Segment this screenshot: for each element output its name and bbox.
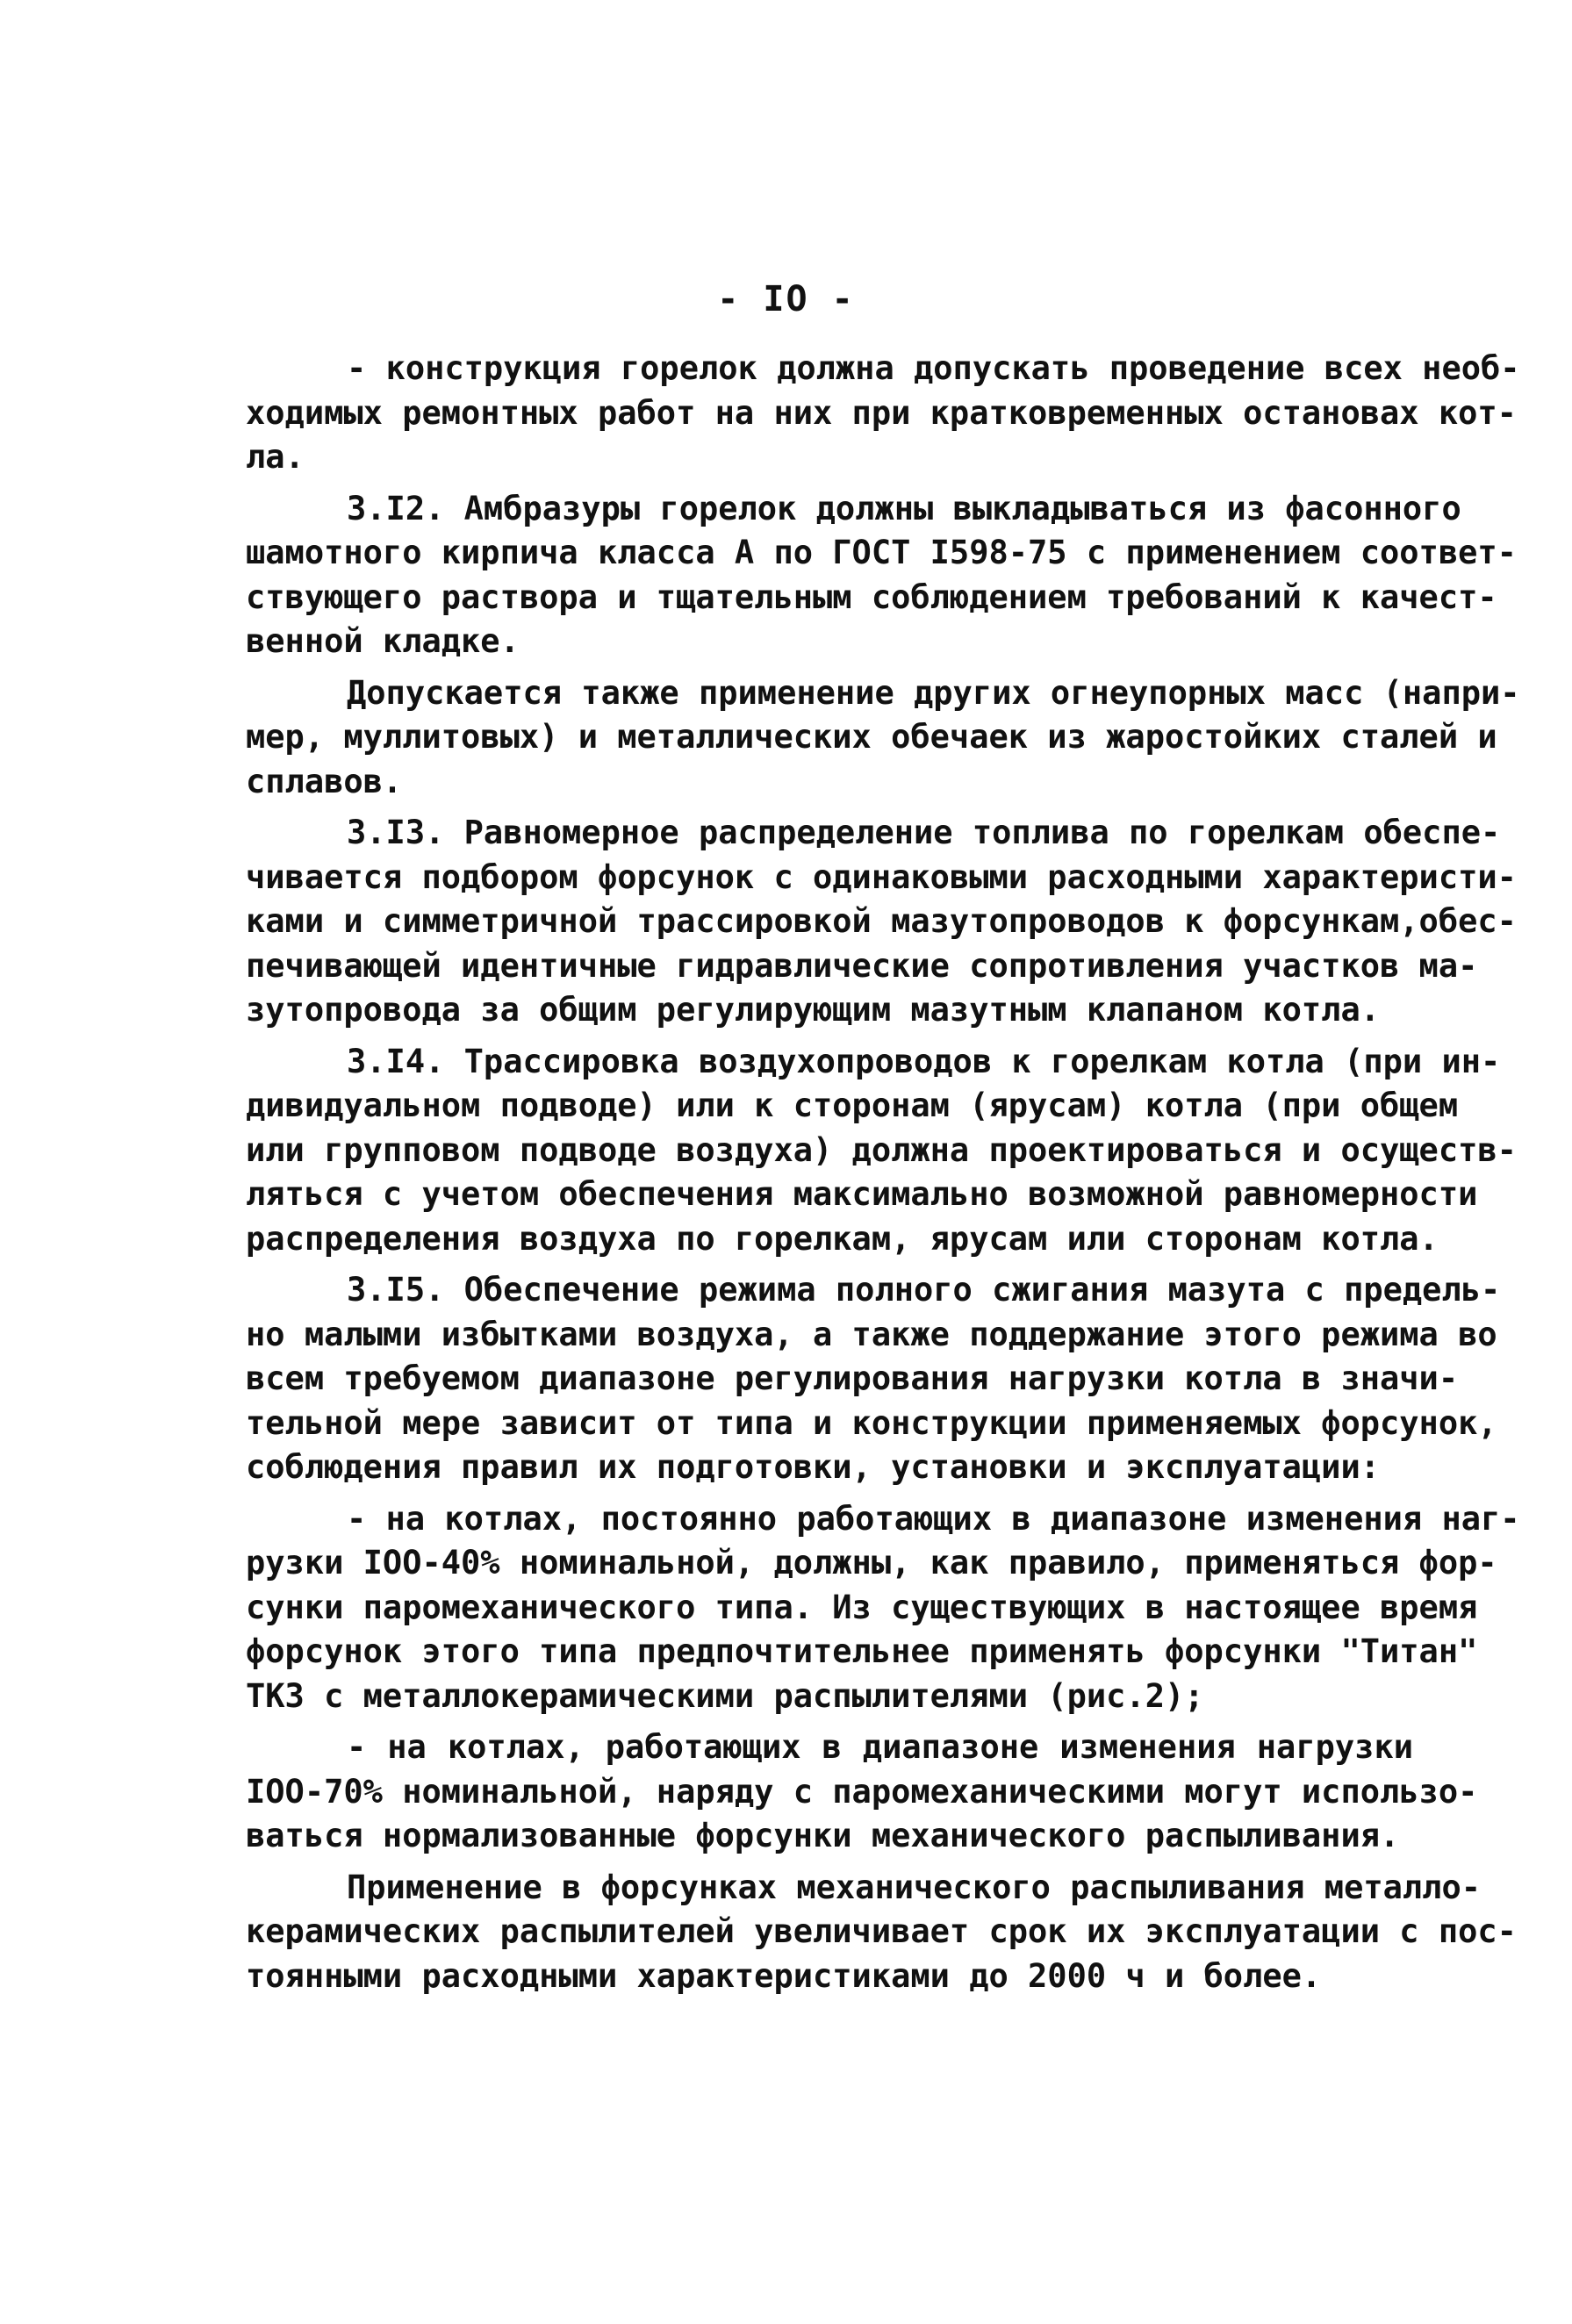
text-line: керамических распылителей увеличивает срок их эксплуатации с пос- [246,1912,1517,1950]
text-line: рузки IOO-40% номинальной, должны, как правило, применяться фор- [246,1544,1497,1582]
text-line: - на котлах, работающих в диапазоне изменения нагрузки [347,1728,1413,1766]
text-line: форсунок этого типа предпочтительнее применять форсунки "Титан" [246,1632,1478,1670]
text-line: 3.I5. Обеспечение режима полного сжигания мазута с предель- [347,1271,1501,1309]
text-line: IOO-70% номинальной, наряду с паромеханическими могут использо- [246,1772,1478,1811]
text-line: ляться с учетом обеспечения максимально возможной равномерности [246,1175,1478,1213]
paragraph-cermet-atomizers [246,1866,1517,1999]
text-line: ками и симметричной трассировкой мазутопроводов к форсункам,обес- [246,902,1517,940]
text-line: тоянными расходными характеристиками до 2000 ч и более. [246,1956,1322,1995]
text-line: 3.I4. Трассировка воздухопроводов к горелкам котла (при ин- [347,1042,1501,1080]
paragraph-bullet-100-40 [246,1497,1520,1719]
paragraph-bullet-100-70 [246,1725,1478,1859]
text-line: Применение в форсунках механического распыливания металло- [347,1868,1482,1906]
text-line: зутопровода за общим регулирующим мазутным клапаном котла. [246,991,1381,1029]
text-line: чивается подбором форсунок с одинаковыми расходными характеристи- [246,857,1517,896]
paragraph-allowed-materials [246,671,1520,805]
text-line: венной кладке. [246,622,520,660]
text-line: дивидуальном подводе) или к сторонам (ярусам) котла (при общем [246,1087,1459,1124]
text-line: Допускается также применение других огнеупорных масс (напри- [347,673,1520,712]
text-line: сунки паромеханического типа. Из существующих в настоящее время [246,1588,1478,1626]
document-body [246,347,1520,2005]
text-line: тельной мере зависит от типа и конструкции применяемых форсунок, [246,1403,1497,1442]
paragraph-3-12 [246,487,1517,664]
text-line: ваться нормализованные форсунки механического распыливания. [246,1817,1400,1854]
text-line: ствующего раствора и тщательным соблюдением требований к качест- [246,577,1497,616]
text-line: распределения воздуха по горелкам, ярусам или сторонам котла. [246,1219,1439,1258]
text-line: но малыми избытками воздуха, а также поддержание этого режима во [246,1315,1497,1353]
text-line: или групповом подводе воздуха) должна проектироваться и осуществ- [246,1130,1517,1169]
text-line: 3.I3. Равномерное распределение топлива по горелкам обеспе- [347,814,1501,851]
text-line: мер, муллитовых) и металлических обечаек из жаростойких сталей и [246,718,1497,756]
text-line: соблюдения правил их подготовки, установки и эксплуатации: [246,1448,1381,1486]
text-line: ТКЗ с металлокерамическими распылителями (рис.2); [246,1676,1204,1715]
text-line: шамотного кирпича класса А по ГОСТ I598-75 с применением соответ- [246,534,1517,571]
text-line: - конструкция горелок должна допускать проведение всех необ- [347,349,1520,387]
paragraph-3-14 [246,1040,1517,1262]
paragraph-3-15 [246,1268,1501,1490]
page-number: - IO - [717,279,855,319]
paragraph-burner-design [246,347,1520,480]
paragraph-3-13 [246,811,1517,1033]
text-line: печивающей идентичные гидравлические сопротивления участков ма- [246,946,1478,985]
text-line: ла. [246,438,305,476]
text-line: - на котлах, постоянно работающих в диапазоне изменения наг- [347,1499,1520,1538]
text-line: ходимых ремонтных работ на них при кратковременных остановах кот- [246,393,1517,432]
text-line: 3.I2. Амбразуры горелок должны выкладываться из фасонного [347,489,1461,527]
text-line: всем требуемом диапазоне регулирования нагрузки котла в значи- [246,1359,1459,1397]
text-line: сплавов. [246,762,403,800]
